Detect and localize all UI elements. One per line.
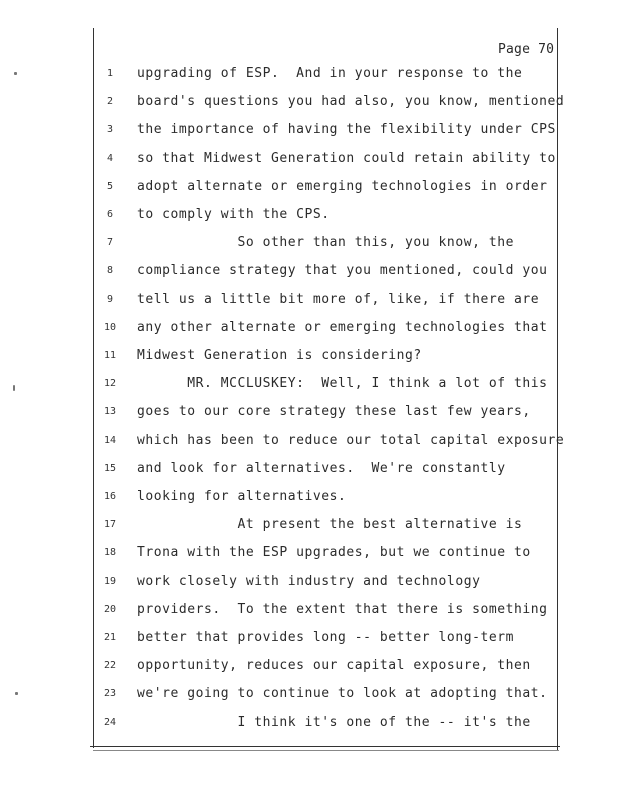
line-number: 2	[106, 96, 114, 108]
line-number: 6	[106, 209, 114, 220]
line-number: 21	[103, 632, 117, 643]
transcript-line: Midwest Generation is considering?	[137, 348, 422, 363]
line-number: 24	[103, 716, 117, 728]
transcript-line: board's questions you had also, you know, mentioned	[137, 94, 565, 110]
line-number: 1	[106, 68, 114, 79]
transcript-line: providers. To the extent that there is something	[137, 601, 548, 617]
page-border-right	[557, 28, 558, 750]
line-number: 19	[103, 575, 117, 587]
transcript-line: I think it's one of the -- it's the	[137, 714, 531, 730]
transcript-line: upgrading of ESP. And in your response to the	[137, 66, 523, 81]
line-number: 9	[106, 293, 114, 305]
line-number: 17	[103, 519, 117, 531]
transcript-line: any other alternate or emerging technologies that	[137, 319, 548, 335]
transcript-line: tell us a little bit more of, like, if there are	[137, 291, 540, 307]
line-number: 15	[103, 462, 117, 474]
scan-speck	[13, 385, 15, 391]
transcript-line: to comply with the CPS.	[137, 207, 330, 222]
transcript-line: Trona with the ESP upgrades, but we continue to	[137, 545, 531, 561]
line-number: 20	[103, 603, 117, 615]
line-number: 4	[106, 152, 114, 164]
transcript-line: goes to our core strategy these last few years,	[137, 404, 531, 420]
line-number: 14	[103, 434, 117, 446]
line-number: 8	[106, 265, 114, 277]
transcript-line: the importance of having the flexibility under CPS	[137, 122, 556, 138]
line-number: 10	[103, 321, 117, 333]
line-number: 22	[103, 660, 117, 672]
transcript-line: and look for alternatives. We're constantly	[137, 460, 506, 476]
transcript-line: At present the best alternative is	[137, 517, 523, 533]
page-border-left	[93, 28, 94, 748]
line-number: 13	[103, 406, 117, 418]
transcript-line: opportunity, reduces our capital exposure, then	[137, 658, 531, 674]
transcript-line: we're going to continue to look at adopting that.	[137, 686, 548, 702]
line-number: 5	[106, 180, 114, 192]
line-number: 18	[103, 547, 117, 559]
transcript-line: adopt alternate or emerging technologies in order	[137, 178, 548, 194]
line-number: 11	[103, 350, 117, 361]
transcript-line: work closely with industry and technology	[137, 573, 481, 589]
scan-speck	[14, 72, 17, 75]
line-number: 7	[106, 237, 114, 249]
page-border-bottom-shadow	[93, 750, 559, 751]
line-number: 16	[103, 491, 117, 502]
transcript-line: MR. MCCLUSKEY: Well, I think a lot of this	[137, 376, 548, 392]
transcript-line: compliance strategy that you mentioned, could you	[137, 263, 548, 279]
line-number: 3	[106, 124, 114, 136]
line-number: 23	[103, 688, 117, 700]
transcript-line: which has been to reduce our total capital exposure	[137, 432, 565, 448]
scan-speck	[15, 692, 18, 695]
line-number: 12	[103, 378, 117, 390]
transcript-line: so that Midwest Generation could retain ability to	[137, 150, 556, 166]
page-border-bottom	[90, 746, 560, 747]
transcript-line: better that provides long -- better long-term	[137, 630, 514, 645]
page-number: Page 70	[498, 42, 555, 57]
transcript-line: So other than this, you know, the	[137, 235, 514, 251]
transcript-line: looking for alternatives.	[137, 489, 347, 504]
